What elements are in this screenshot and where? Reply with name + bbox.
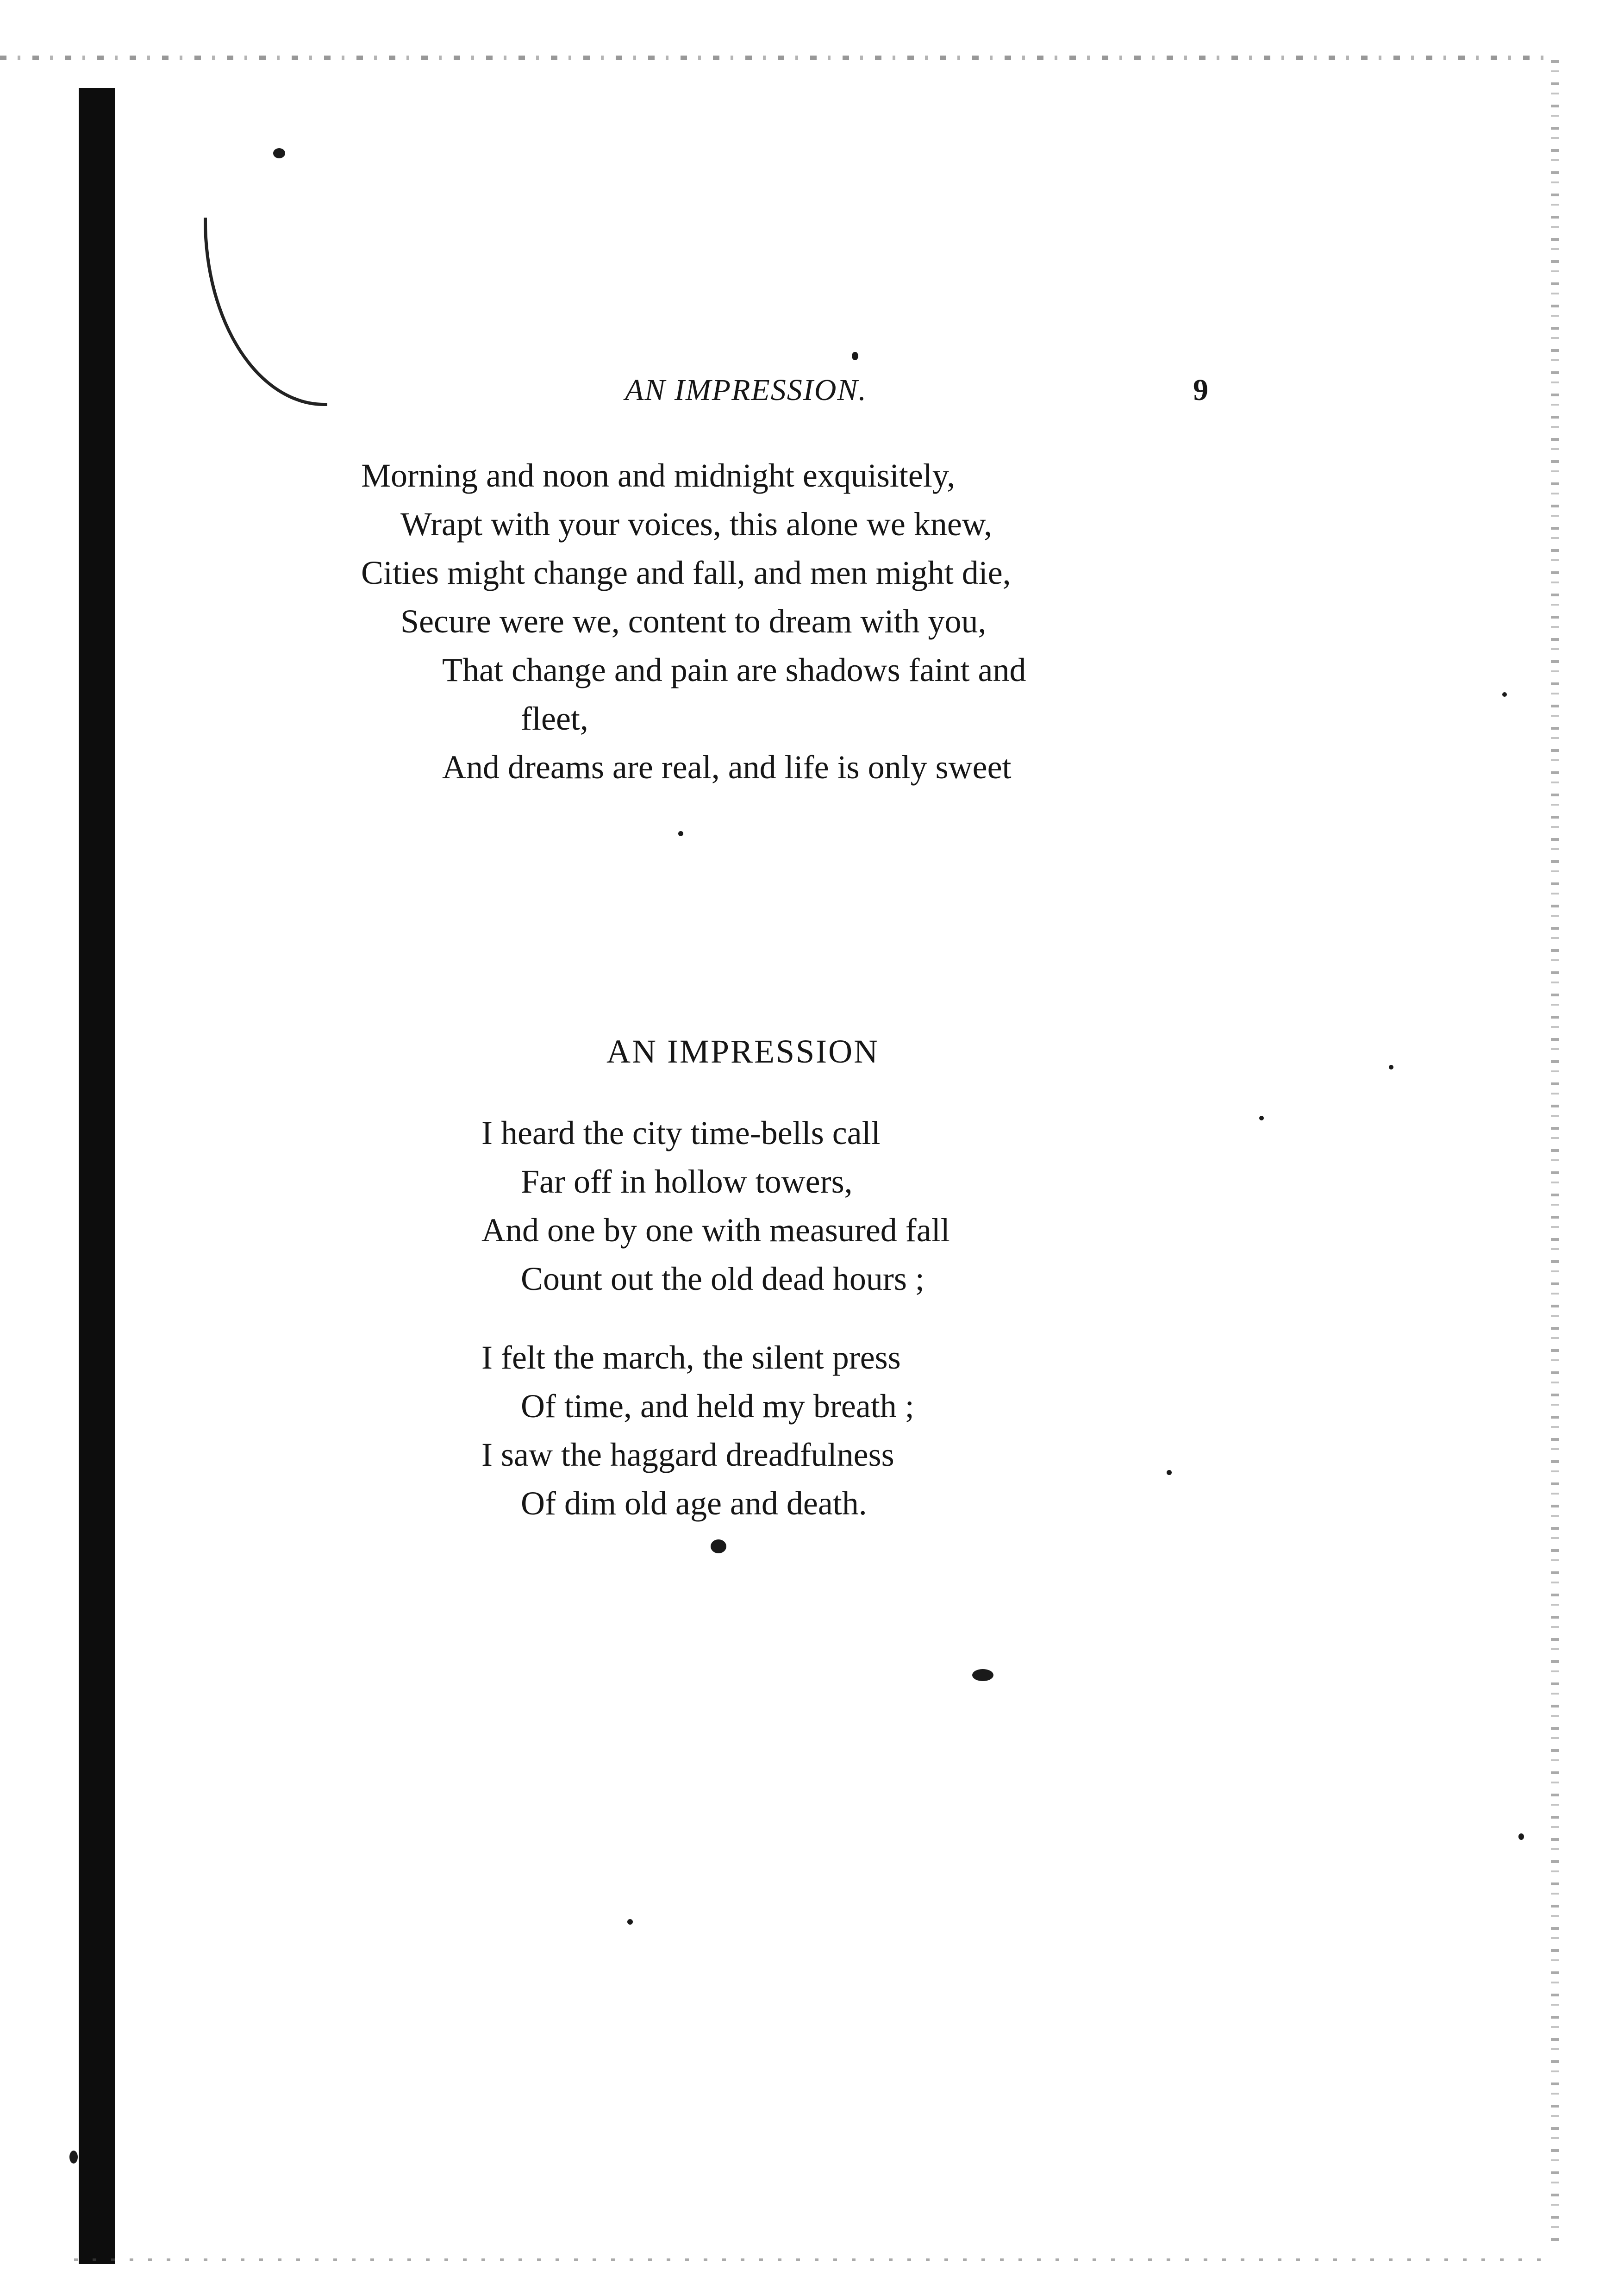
poem-line: Morning and noon and midnight exquisitely, xyxy=(361,457,956,494)
poem-line: And one by one with measured fall xyxy=(481,1212,950,1249)
top-page-edge xyxy=(0,56,1551,60)
page-number: 9 xyxy=(1193,373,1208,407)
poem-stanza-1 xyxy=(481,1109,950,1303)
ink-speck xyxy=(852,352,858,360)
binding-shadow xyxy=(79,88,115,2264)
poem-line: Far off in hollow towers, xyxy=(521,1163,853,1200)
ink-speck xyxy=(972,1669,993,1681)
previous-poem-stanza xyxy=(361,451,1026,792)
poem-line: I saw the haggard dreadfulness xyxy=(481,1436,894,1473)
poem-line: I heard the city time-bells call xyxy=(481,1114,881,1151)
poem-line: Of time, and held my breath ; xyxy=(521,1388,914,1425)
poem-line: I felt the march, the silent press xyxy=(481,1339,901,1376)
poem-title: AN IMPRESSION xyxy=(606,1033,880,1070)
bottom-page-edge xyxy=(74,2258,1555,2261)
poem-line: That change and pain are shadows faint and xyxy=(442,651,1026,688)
pencil-mark xyxy=(204,218,327,406)
poem-line: Count out the old dead hours ; xyxy=(521,1260,924,1297)
ink-speck xyxy=(69,2151,78,2164)
poem-line: Of dim old age and death. xyxy=(521,1485,867,1522)
poem-line: Wrapt with your voices, this alone we knew, xyxy=(400,506,993,543)
ink-speck xyxy=(627,1919,633,1925)
ink-speck xyxy=(1167,1470,1172,1475)
ink-speck xyxy=(1518,1833,1524,1840)
ink-speck xyxy=(1259,1116,1264,1120)
ink-speck xyxy=(273,148,285,158)
poem-stanza-2 xyxy=(481,1333,914,1528)
poem-line: fleet, xyxy=(521,700,588,737)
running-header xyxy=(361,373,1208,414)
poem-line: And dreams are real, and life is only sweet xyxy=(442,749,1012,786)
poem-line: Secure were we, content to dream with you, xyxy=(400,603,987,640)
running-title: AN IMPRESSION. xyxy=(625,373,867,407)
ink-speck xyxy=(1502,692,1507,697)
poem-line: Cities might change and fall, and men might die, xyxy=(361,554,1011,591)
ink-speck xyxy=(711,1539,726,1553)
ink-speck xyxy=(1389,1065,1393,1069)
right-page-edge xyxy=(1551,60,1559,2245)
ink-speck xyxy=(678,831,683,836)
